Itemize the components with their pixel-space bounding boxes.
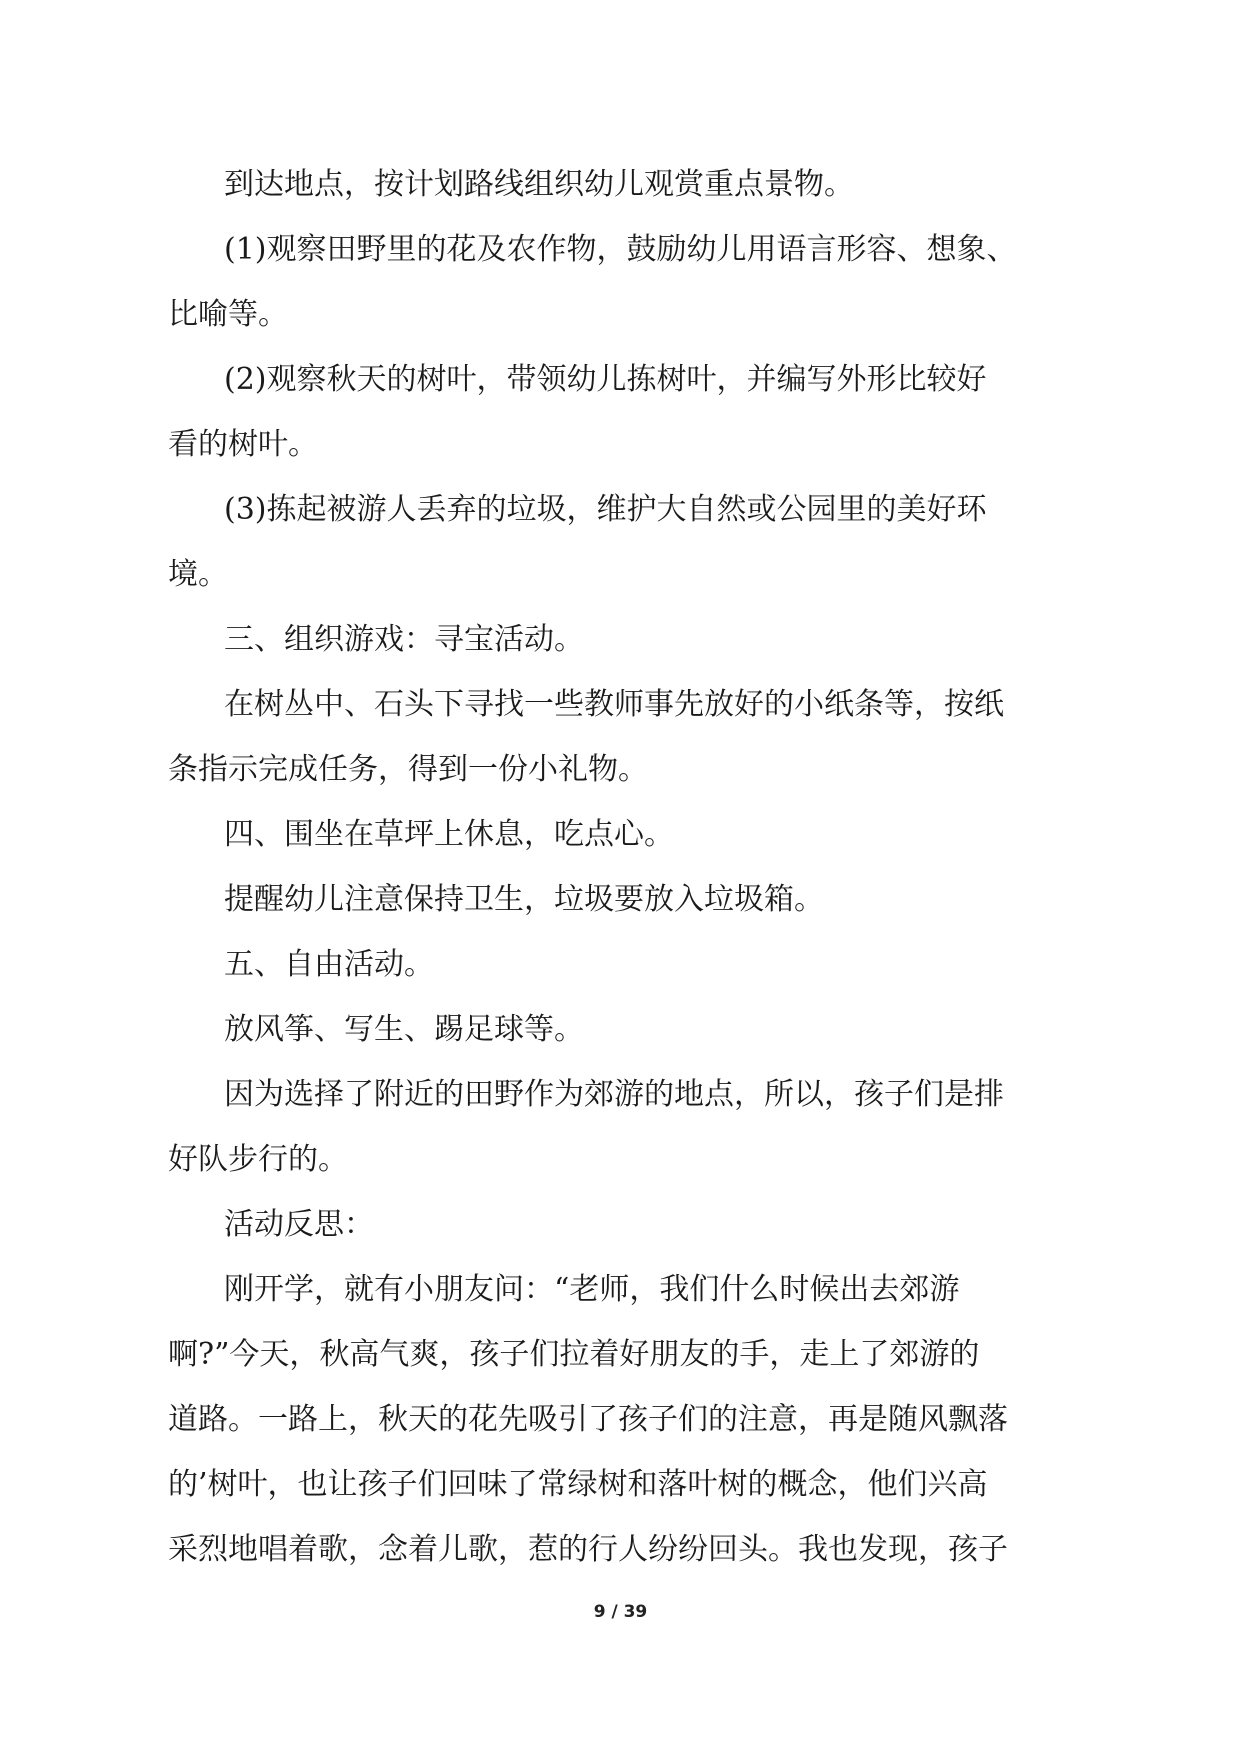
section-heading: 五、自由活动。 [224, 947, 434, 982]
text-line: 刚开学，就有小朋友问：“老师，我们什么时候出去郊游 [224, 1272, 960, 1307]
text-line: 的’树叶，也让孩子们回味了常绿树和落叶树的概念，他们兴高 [168, 1467, 988, 1502]
text-line: 到达地点，按计划路线组织幼儿观赏重点景物。 [224, 167, 854, 202]
page-number: 9 / 39 [593, 1602, 648, 1622]
text-line: 因为选择了附近的田野作为郊游的地点，所以，孩子们是排 [224, 1077, 1004, 1112]
section-heading: 活动反思： [224, 1207, 374, 1242]
text-line: (1)观察田野里的花及农作物，鼓励幼儿用语言形容、想象、 [224, 232, 1017, 267]
text-line: 比喻等。 [168, 297, 288, 332]
text-line: 看的树叶。 [168, 427, 318, 462]
text-line: 境。 [168, 557, 228, 592]
text-line: (2)观察秋天的树叶，带领幼儿拣树叶，并编写外形比较好 [224, 362, 987, 397]
text-line: 采烈地唱着歌，念着儿歌，惹的行人纷纷回头。我也发现，孩子 [168, 1532, 1008, 1567]
text-line: (3)拣起被游人丢弃的垃圾，维护大自然或公园里的美好环 [224, 492, 987, 527]
text-line: 条指示完成任务，得到一份小礼物。 [168, 752, 648, 787]
text-line: 好队步行的。 [168, 1142, 348, 1177]
section-heading: 四、围坐在草坪上休息，吃点心。 [224, 817, 674, 852]
text-line: 在树丛中、石头下寻找一些教师事先放好的小纸条等，按纸 [224, 687, 1004, 722]
section-heading: 三、组织游戏：寻宝活动。 [224, 622, 584, 657]
text-line: 放风筝、写生、踢足球等。 [224, 1012, 584, 1047]
text-line: 道路。一路上，秋天的花先吸引了孩子们的注意，再是随风飘落 [168, 1402, 1008, 1437]
text-line: 提醒幼儿注意保持卫生，垃圾要放入垃圾箱。 [224, 882, 824, 917]
text-line: 啊?”今天，秋高气爽，孩子们拉着好朋友的手，走上了郊游的 [168, 1337, 980, 1372]
